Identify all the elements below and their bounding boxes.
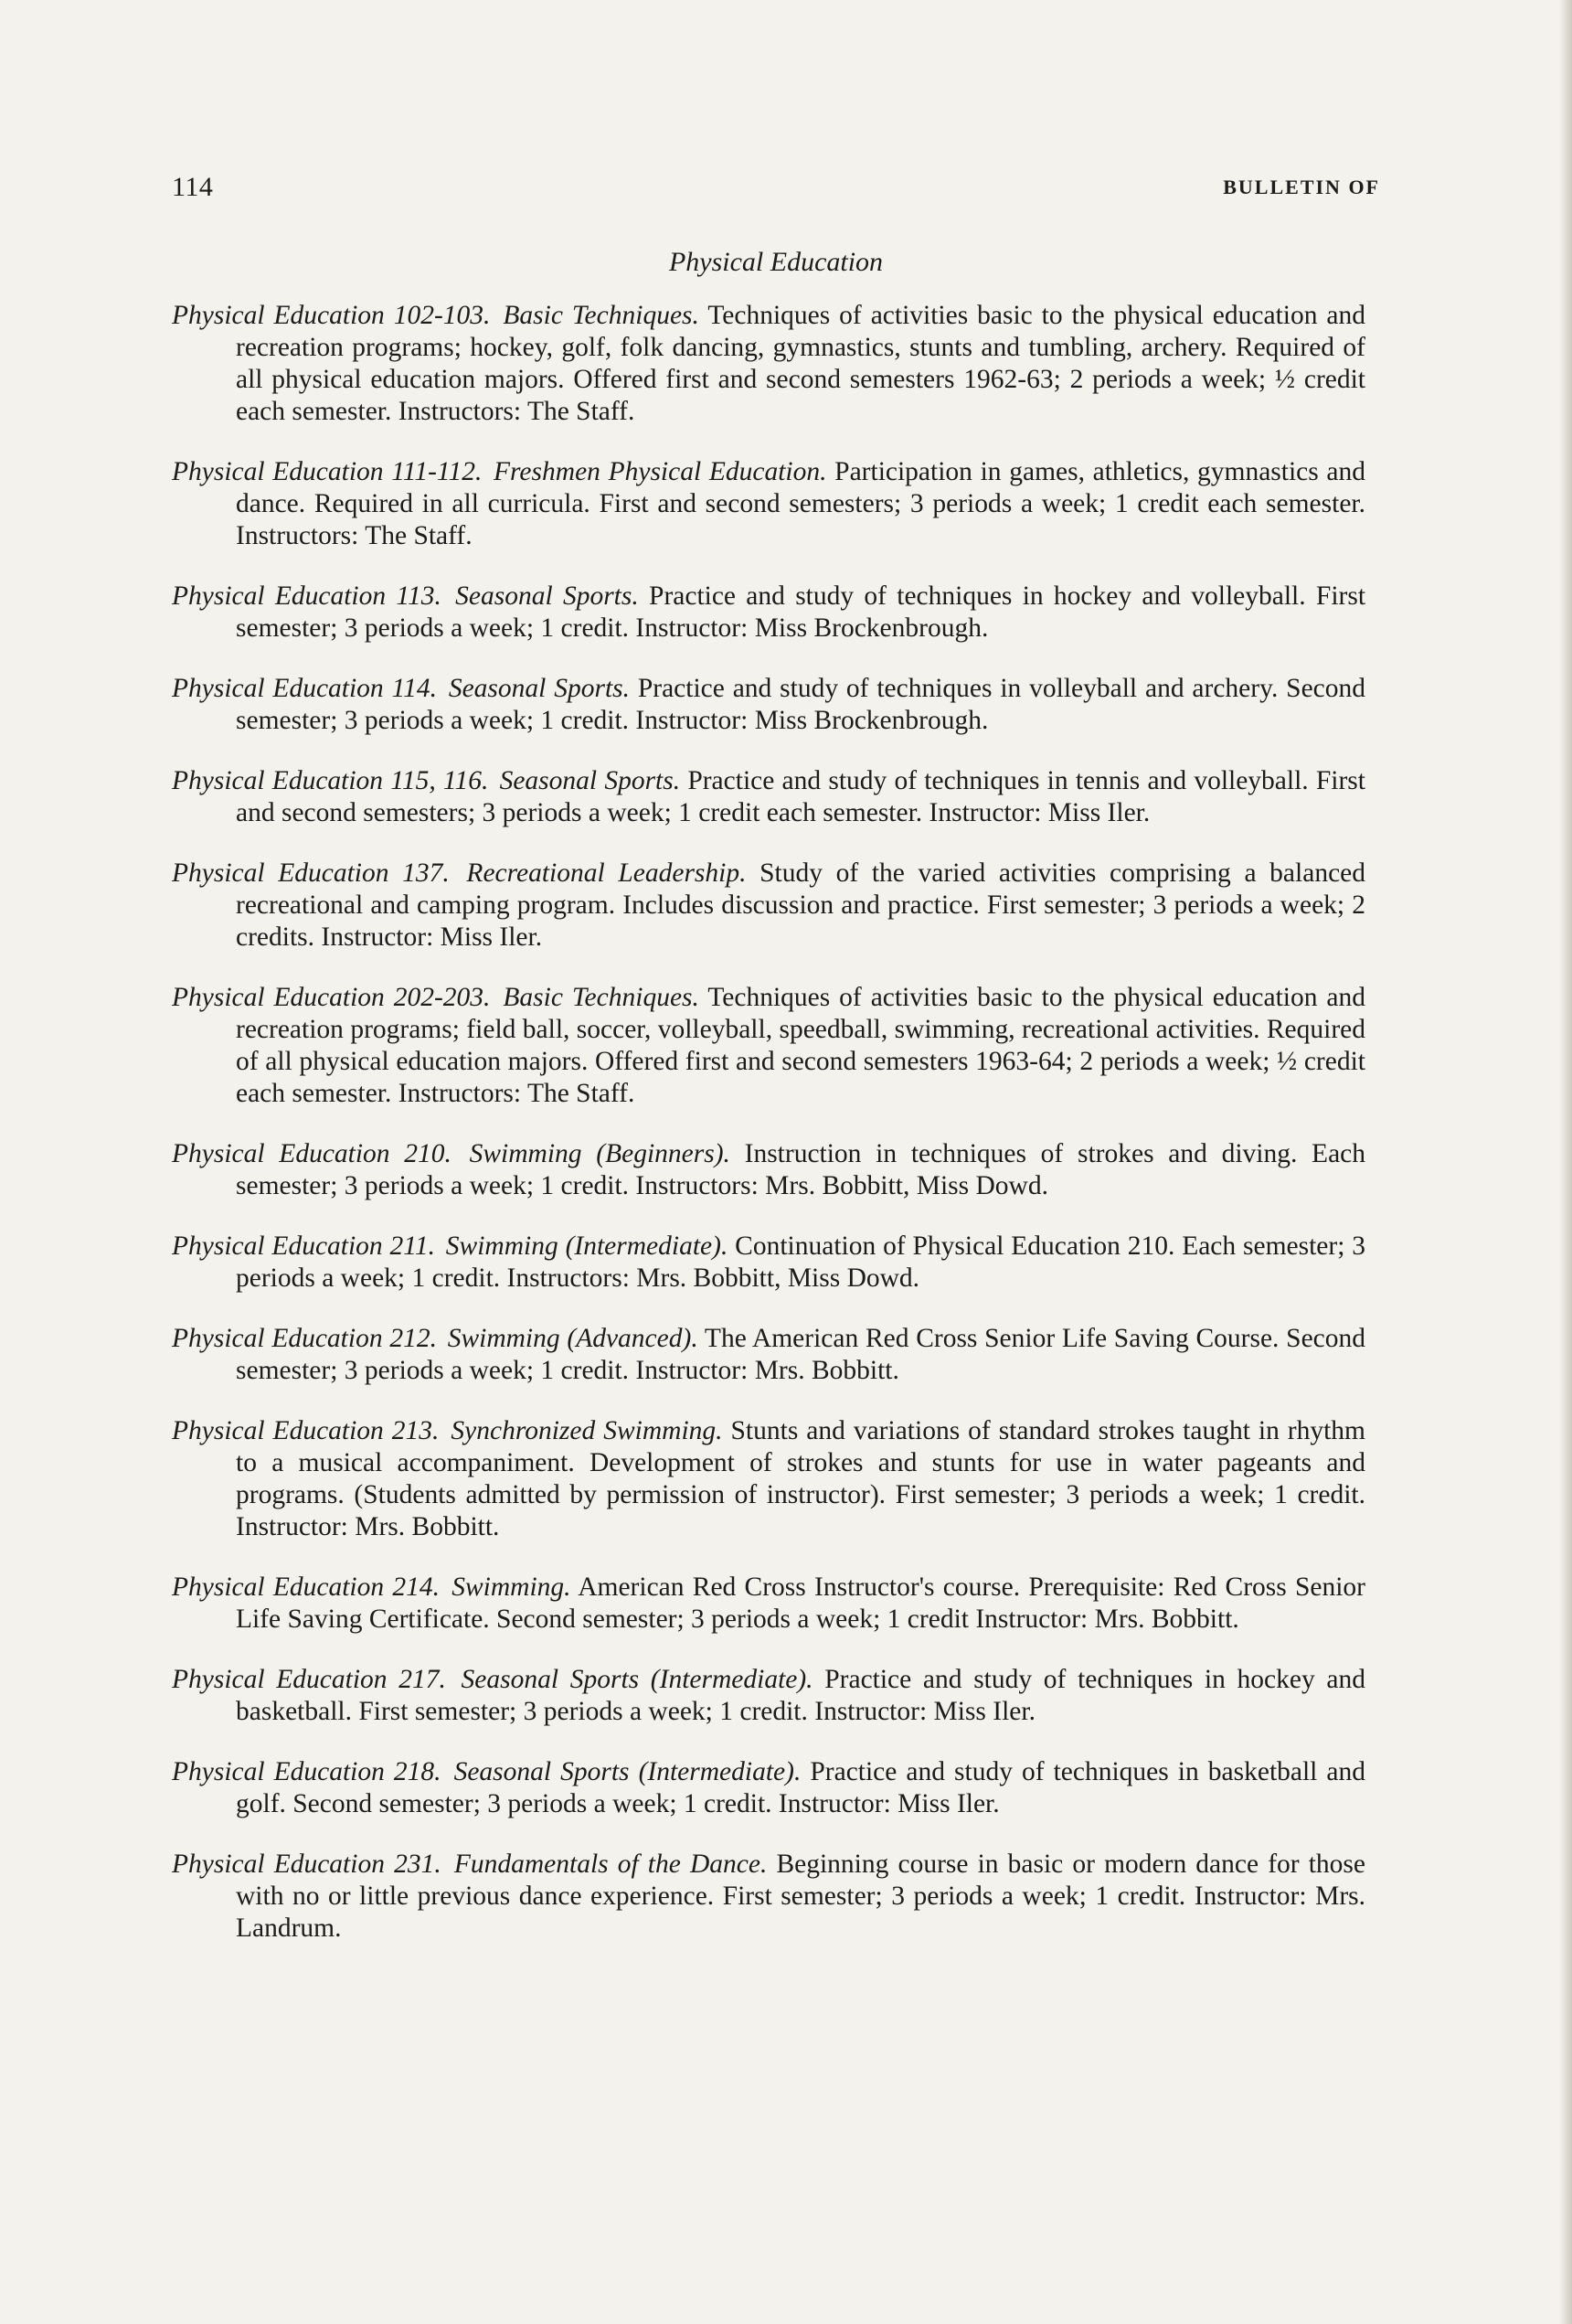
course-title: Seasonal Sports. xyxy=(455,581,639,611)
course-number: Physical Education 217. xyxy=(172,1665,446,1694)
page-number: 114 xyxy=(172,172,214,202)
course-number: Physical Education 115, 116. xyxy=(172,766,489,795)
course-title: Seasonal Sports (Intermediate). xyxy=(461,1665,813,1694)
course-number: Physical Education 231. xyxy=(172,1850,441,1879)
course-entry xyxy=(172,1664,1365,1728)
course-title: Seasonal Sports. xyxy=(499,766,681,795)
course-entry xyxy=(172,1323,1365,1387)
course-list xyxy=(172,300,1365,1973)
course-entry xyxy=(172,858,1365,954)
course-description: Practice and study of techniques in tennis and volleyball. First and second semesters; 3 periods a week; 1 credit each semester. Instructor: Miss Iler. xyxy=(236,766,1365,827)
course-entry xyxy=(172,300,1365,428)
course-title: Freshmen Physical Education. xyxy=(494,457,827,486)
course-title: Seasonal Sports. xyxy=(448,674,630,703)
course-entry xyxy=(172,1138,1365,1202)
course-entry xyxy=(172,1231,1365,1295)
course-entry xyxy=(172,456,1365,552)
course-title: Swimming (Beginners). xyxy=(469,1139,730,1168)
course-entry xyxy=(172,765,1365,829)
course-title: Swimming. xyxy=(451,1572,571,1602)
course-number: Physical Education 214. xyxy=(172,1572,440,1602)
course-entry xyxy=(172,982,1365,1110)
page-edge-shadow xyxy=(1559,0,1572,2324)
course-number: Physical Education 111-112. xyxy=(172,457,483,486)
course-description: Continuation of Physical Education 210. Each semester; 3 periods a week; 1 credit. Instructors: Mrs. Bobbitt, Miss Dowd. xyxy=(236,1231,1365,1293)
course-description: American Red Cross Instructor's course. Prerequisite: Red Cross Senior Life Saving Certificate. Second semester; 3 periods a week; 1 credit Instructor: Mrs. Bobbitt. xyxy=(236,1572,1366,1634)
course-description: Techniques of activities basic to the physical education and recreation programs; field ball, soccer, volleyball, speedball, swimming, recreational activities. Required of all physical education majors. Offered first and second semesters 1963-64; 2 periods a week; ½ credit each semester. Instructors: The Staff. xyxy=(236,983,1366,1108)
course-number: Physical Education 210. xyxy=(172,1139,451,1168)
course-title: Recreational Leadership. xyxy=(466,858,747,888)
course-entry xyxy=(172,1756,1365,1820)
course-title: Swimming (Intermediate). xyxy=(445,1231,728,1261)
course-title: Basic Techniques. xyxy=(503,301,699,330)
course-number: Physical Education 213. xyxy=(172,1416,440,1445)
course-description: Participation in games, athletics, gymnastics and dance. Required in all curricula. First and second semesters; 3 periods a week; 1 credit each semester. Instructors: The Staff. xyxy=(236,457,1366,550)
course-title: Synchronized Swimming. xyxy=(451,1416,723,1445)
course-entry xyxy=(172,1849,1365,1945)
course-entry xyxy=(172,673,1365,737)
course-title: Basic Techniques. xyxy=(503,983,699,1012)
course-number: Physical Education 211. xyxy=(172,1231,435,1261)
course-entry xyxy=(172,1415,1365,1543)
course-description: Instruction in techniques of strokes and diving. Each semester; 3 periods a week; 1 credit. Instructors: Mrs. Bobbitt, Miss Dowd. xyxy=(236,1139,1366,1200)
course-description: The American Red Cross Senior Life Saving Course. Second semester; 3 periods a week; 1 credit. Instructor: Mrs. Bobbitt. xyxy=(236,1324,1366,1385)
course-number: Physical Education 202-203. xyxy=(172,983,491,1012)
course-title: Fundamentals of the Dance. xyxy=(453,1850,768,1879)
course-description: Stunts and variations of standard strokes taught in rhythm to a musical accompaniment. Development of strokes and stunts for use in water pageants and programs. (Students admitted by permission of instructor). First semester; 3 periods a week; 1 credit. Instructor: Mrs. Bobbitt. xyxy=(236,1416,1366,1541)
course-number: Physical Education 137. xyxy=(172,858,450,888)
course-entry xyxy=(172,581,1365,645)
running-title: BULLETIN OF xyxy=(1223,176,1380,198)
course-title: Seasonal Sports (Intermediate). xyxy=(453,1757,802,1786)
course-number: Physical Education 218. xyxy=(172,1757,441,1786)
course-number: Physical Education 212. xyxy=(172,1324,437,1353)
course-number: Physical Education 102-103. xyxy=(172,301,491,330)
course-title: Swimming (Advanced). xyxy=(447,1324,698,1353)
course-number: Physical Education 114. xyxy=(172,674,437,703)
course-description: Techniques of activities basic to the physical education and recreation programs; hockey, golf, folk dancing, gymnastics, stunts and tumbling, archery. Required of all physical education majors. Offered first and second semesters 1962-63; 2 periods a week; ½ credit each semester. Instructors: The Staff. xyxy=(236,301,1366,426)
course-number: Physical Education 113. xyxy=(172,581,441,611)
running-head xyxy=(172,172,1380,208)
course-description: Practice and study of techniques in hockey and basketball. First semester; 3 periods a week; 1 credit. Instructor: Miss Iler. xyxy=(236,1665,1365,1726)
course-description: Practice and study of techniques in volleyball and archery. Second semester; 3 periods a week; 1 credit. Instructor: Miss Brockenbrough. xyxy=(236,674,1366,735)
course-description: Beginning course in basic or modern dance for those with no or little previous dance experience. First semester; 3 periods a week; 1 credit. Instructor: Mrs. Landrum. xyxy=(236,1850,1365,1943)
course-description: Practice and study of techniques in hockey and volleyball. First semester; 3 periods a week; 1 credit. Instructor: Miss Brockenbrough. xyxy=(236,581,1366,643)
course-description: Practice and study of techniques in basketball and golf. Second semester; 3 periods a week; 1 credit. Instructor: Miss Iler. xyxy=(236,1757,1366,1818)
course-entry xyxy=(172,1572,1365,1636)
course-description: Study of the varied activities comprising a balanced recreational and camping program. Includes discussion and practice. First semester; 3 periods a week; 2 credits. Instructor: Miss Iler. xyxy=(236,858,1366,952)
section-title: Physical Education xyxy=(668,247,884,277)
